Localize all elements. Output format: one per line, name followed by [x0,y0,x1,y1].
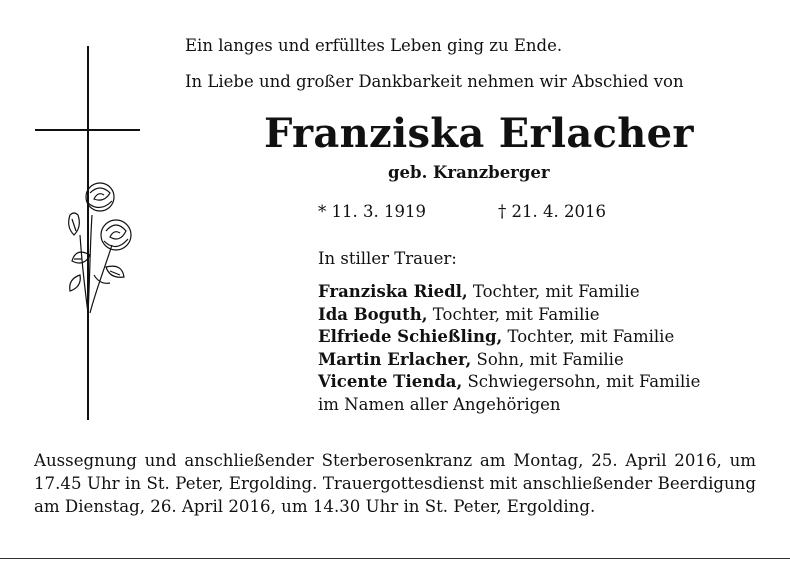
list-item [318,371,700,394]
mourner-relation: Sohn, mit Familie [471,349,624,369]
mourner-relation: Tochter, mit Familie [427,304,600,324]
list-item [318,304,700,327]
funeral-details: Aussegnung und anschließender Sterberosenkranz am Montag, 25. April 2016, um 17.45 Uhr in St. Peter, Ergolding. Trauergottesdienst mit anschließender Beerdigung am Dienstag, 26. April 2016, um 14.30 Uhr in St. Peter, Ergolding. [34,451,756,516]
list-item [318,326,700,349]
intro-line-1: Ein langes und erfülltes Leben ging zu Ende. [185,36,563,55]
mourner-name: Ida Boguth, [318,304,428,324]
list-item [318,349,700,372]
mourner-name: Franziska Riedl, [318,282,468,301]
deceased-name: Franziska Erlacher [264,110,694,157]
mourner-name: Elfriede Schießling, [318,327,503,346]
mourner-list [318,281,700,416]
list-item [318,394,700,417]
roses-icon [60,175,140,315]
mourner-relation: Schwiegersohn, mit Familie [462,372,701,391]
birth-date: * 11. 3. 1919 [318,202,426,221]
bottom-divider [0,558,790,559]
intro-line-2: In Liebe und großer Dankbarkeit nehmen wir Abschied von [185,72,684,91]
mourning-heading: In stiller Trauer: [318,249,457,268]
mourner-name: Martin Erlacher, [318,349,472,369]
mourner-relation: im Namen aller Angehörigen [318,394,561,414]
mourner-name: Vicente Tienda, [318,372,463,391]
mourner-relation: Tochter, mit Familie [502,327,675,346]
death-date: † 21. 4. 2016 [498,202,606,221]
maiden-name: geb. Kranzberger [388,163,550,182]
list-item [318,281,700,304]
mourner-relation: Tochter, mit Familie [467,282,640,301]
